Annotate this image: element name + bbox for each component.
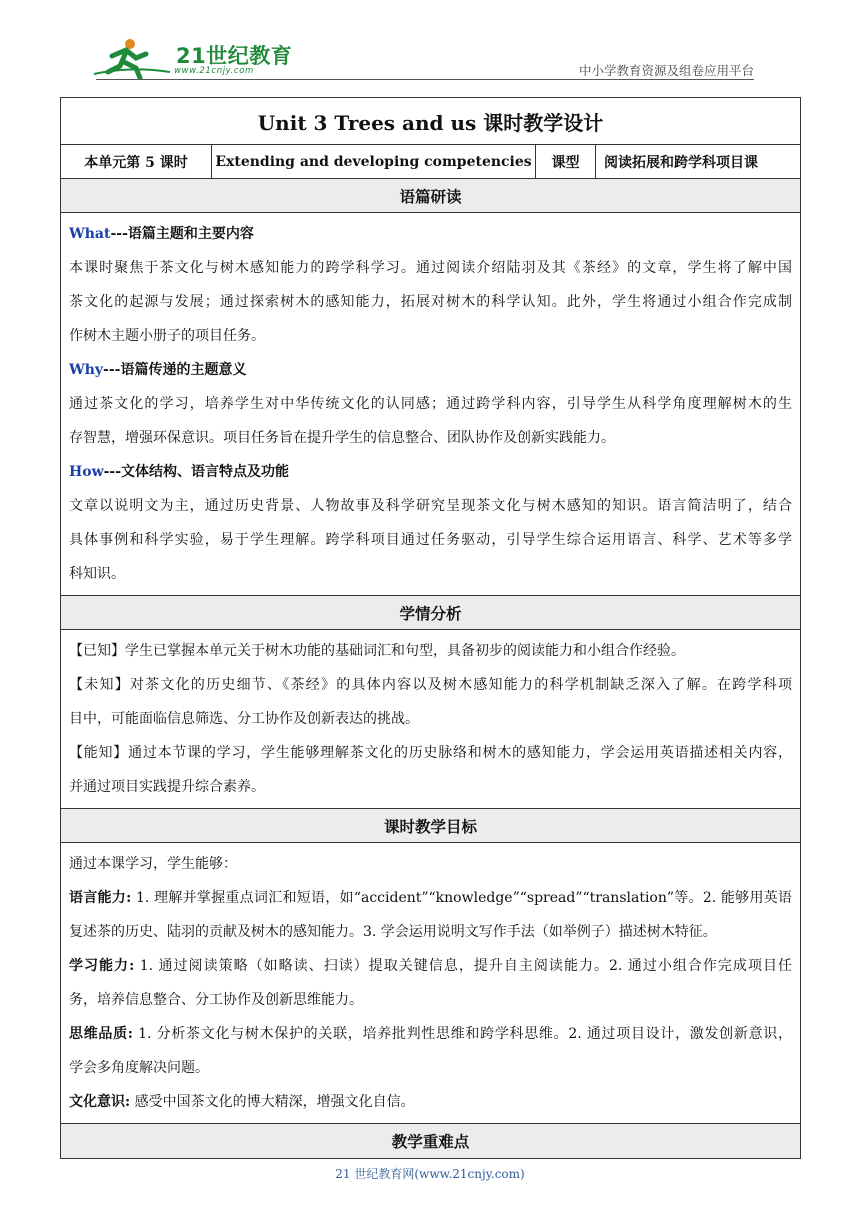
analysis-heading: 学情分析	[61, 596, 800, 630]
site-logo[interactable]	[90, 36, 320, 80]
paragraph-line: 【能知】通过本节课的学习，学生能够理解茶文化的历史脉络和树木的感知能力，学会运用英语描述相关内容，	[69, 745, 792, 761]
logo-text: 21世纪教育	[176, 44, 293, 68]
why-key: Why	[69, 362, 104, 378]
paragraph-line: 文章以说明文为主，通过历史背景、人物故事及科学研究呈现茶文化与树木感知的知识。语言简洁明了，结合	[69, 498, 792, 514]
paragraph-line: 茶文化的起源与发展；通过探索树木的感知能力，拓展对树木的科学认知。此外，学生将通过小组合作完成制	[69, 294, 792, 310]
paragraph-line: 学会多角度解决问题。	[69, 1060, 209, 1076]
lesson-number: 本单元第 5 课时	[61, 145, 212, 178]
language-goal: 语言能力: 1. 理解并掌握重点词汇和短语，如“accident”“knowledge”“spread”“translation”等。2. 能够用英语	[69, 890, 792, 906]
lesson-plan-table	[60, 97, 801, 1159]
paragraph-line: 本课时聚焦于茶文化与树木感知能力的跨学科学习。通过阅读介绍陆羽及其《茶经》的文章，学生将了解中国	[69, 260, 792, 276]
lesson-info-row	[61, 145, 800, 179]
paragraph-line: 具体事例和科学实验，易于学生理解。跨学科项目通过任务驱动，引导学生综合运用语言、科学、艺术等多学	[69, 532, 792, 548]
reading-heading: 语篇研读	[61, 179, 800, 213]
culture-goal: 文化意识: 感受中国茶文化的博大精深，增强文化自信。	[69, 1094, 415, 1110]
runner-logo-icon	[90, 36, 174, 80]
how-key: How	[69, 464, 104, 480]
difficulty-heading: 教学重难点	[61, 1124, 800, 1158]
paragraph-line: 【已知】学生已掌握本单元关于树木功能的基础词汇和句型，具备初步的阅读能力和小组合作经验。	[69, 643, 685, 659]
platform-name: 中小学教育资源及组卷应用平台	[578, 63, 754, 78]
paragraph-line: 作树木主题小册子的项目任务。	[69, 328, 265, 344]
what-title: What---语篇主题和主要内容	[69, 226, 254, 242]
footer-divider	[96, 1158, 708, 1159]
paragraph-line: 通过茶文化的学习，培养学生对中华传统文化的认同感；通过跨学科内容，引导学生从科学角度理解树木的生	[69, 396, 792, 412]
goals-body	[61, 843, 800, 1124]
logo-url: www.21cnjy.com	[174, 66, 254, 76]
footer-text[interactable]: 21 世纪教育网(www.21cnjy.com)	[335, 1167, 525, 1181]
page-header	[60, 30, 800, 80]
how-title: How---文体结构、语言特点及功能	[69, 464, 290, 480]
thinking-goal: 思维品质: 1. 分析茶文化与树木保护的关联，培养批判性思维和跨学科思维。2. 通过项目设计，激发创新意识，	[69, 1026, 792, 1042]
analysis-body	[61, 630, 800, 809]
why-title: Why---语篇传递的主题意义	[69, 362, 247, 378]
lesson-topic: Extending and developing competencies	[212, 145, 536, 178]
lesson-type-label: 课型	[536, 145, 596, 178]
document-title: Unit 3 Trees and us 课时教学设计	[61, 98, 800, 145]
paragraph-line: 务，培养信息整合、分工协作及创新思维能力。	[69, 992, 363, 1008]
paragraph-line: 并通过项目实践提升综合素养。	[69, 779, 265, 795]
what-key: What	[69, 226, 111, 242]
paragraph-line: 存智慧，增强环保意识。项目任务旨在提升学生的信息整合、团队协作及创新实践能力。	[69, 430, 615, 446]
lesson-type-value: 阅读拓展和跨学科项目课	[604, 154, 758, 171]
paragraph-line: 科知识。	[69, 566, 125, 582]
learning-goal: 学习能力: 1. 通过阅读策略（如略读、扫读）提取关键信息，提升自主阅读能力。2. 通过小组合作完成项目任	[69, 958, 792, 974]
paragraph-line: 目中，可能面临信息筛选、分工协作及创新表达的挑战。	[69, 711, 419, 727]
reading-body	[61, 213, 800, 596]
header-divider	[96, 79, 754, 80]
goals-heading: 课时教学目标	[61, 809, 800, 843]
paragraph-line: 【未知】对茶文化的历史细节、《茶经》的具体内容以及树木感知能力的科学机制缺乏深入了解。在跨学科项	[69, 677, 792, 693]
paragraph-line: 复述茶的历史、陆羽的贡献及树木的感知能力。3. 学会运用说明文写作手法（如举例子）描述树木特征。	[69, 924, 717, 940]
goals-intro: 通过本课学习，学生能够：	[69, 856, 237, 872]
